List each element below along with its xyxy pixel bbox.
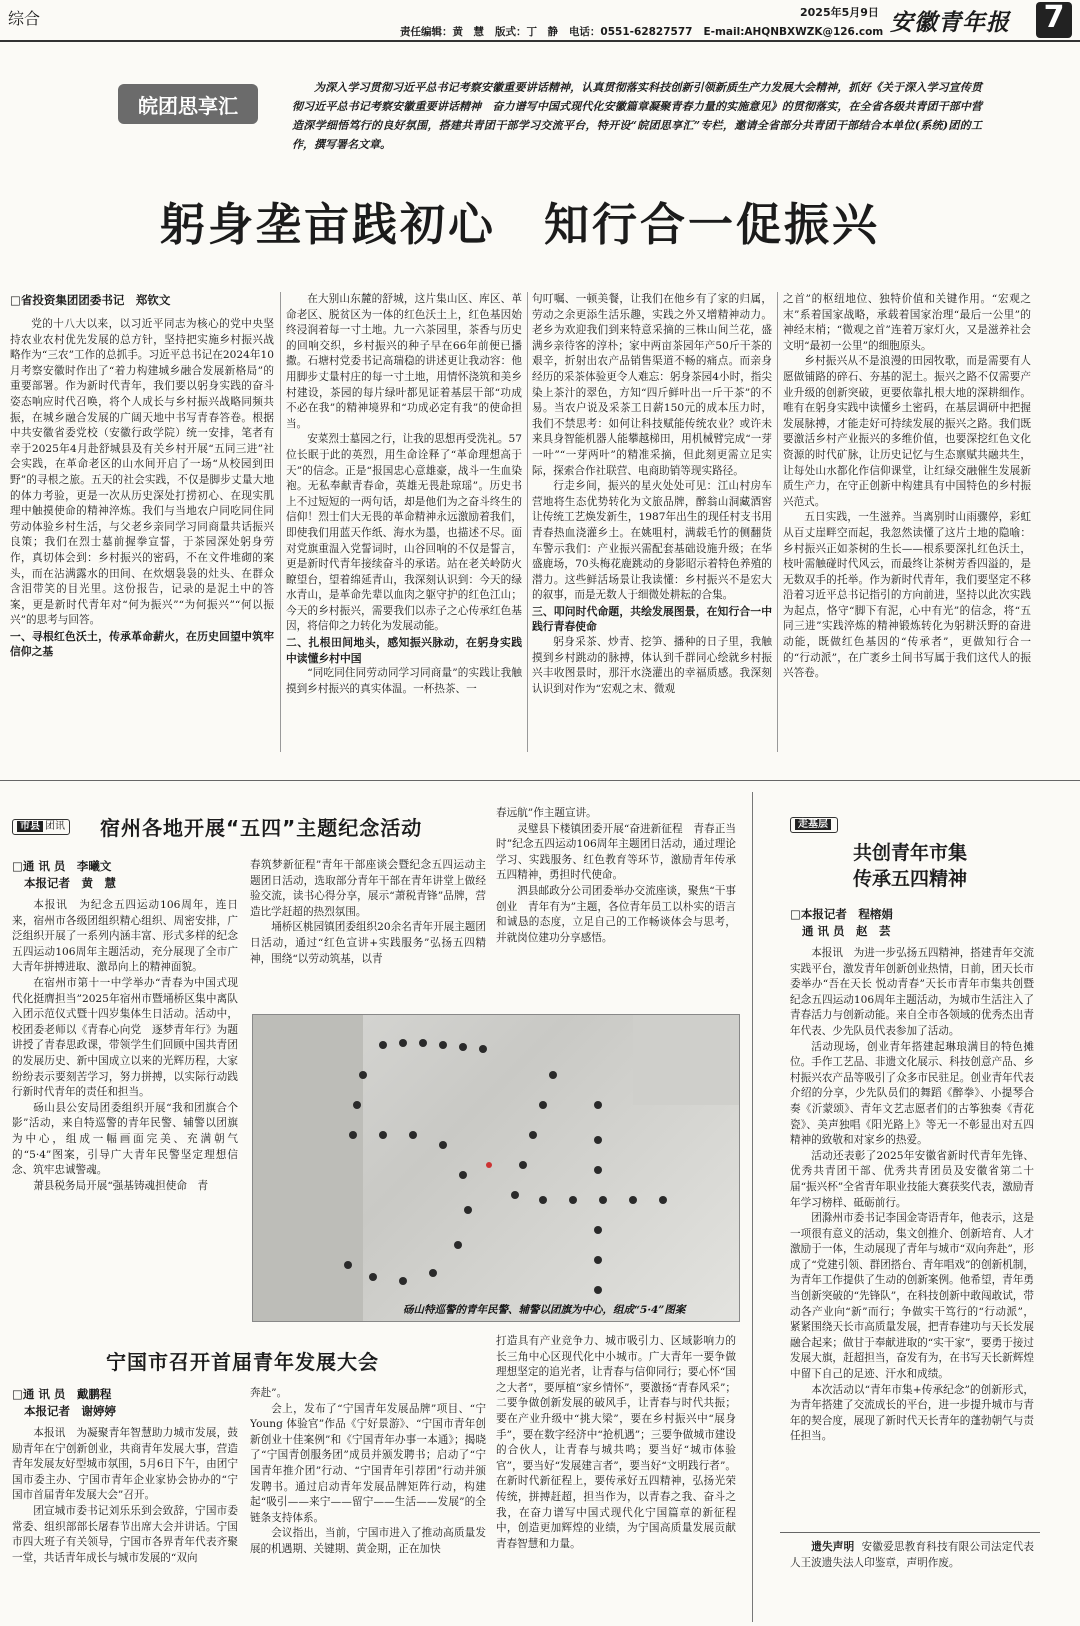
main-para: 五日实践，一生滋养。当离别时山雨骤停，彩虹从百丈崖畔空而起，我忽然读懂了这片土地的隐喻：乡村振兴正如茶树的生长——根系要深扎红色沃土，枝叶需触碰时代风云，而最终让茶树芳香四溢的，是无数双手的托举。作为新时代青年，我们要坚定不移沿着习近平总书记指引的方向前进，坚持以此次实践为起点，恪守“脚下有泥，心中有光”的信念，将“五同三进”实践淬炼的精神锻炼转化为躬耕沃野的奋进动能，既做红色基因的“传承者”，更做知行合一的“行动派”，在广袤乡土间书写属于我们这代人的振兴答卷。: [783, 511, 1031, 680]
column-divider: [280, 292, 281, 752]
editor-credit: 责任编辑：黄 慧: [400, 26, 484, 38]
suzhou-para: 本报讯 为纪念五四运动106周年，连日来，宿州市各级团组织精心组织、周密安排，广泛组织开展了一系列内涵丰富、形式多样的纪念五四运动106周年主题活动，充分展现了全市广大青年拼搏进取、激昂向上的精神面貌。: [12, 899, 238, 974]
column-badge-text: 皖团思享汇: [138, 94, 238, 118]
suzhou-para: 在宿州市第十一中学举办“青春为中国式现代化挺膺担当”2025年宿州市暨埇桥区集中离队入团示范仪式暨十四岁集体生日活动。活动中，校团委老师以《青春心向党 逐梦青年行》为题讲授了青春思政课，带领学生们回顾中国共青团的发展历史、新中国成立以来的光辉历程，大家纷纷表示要刻苦学习，努力拼搏，以实际行动践行新时代青年的责任和担当。: [12, 976, 238, 1099]
suzhou-title: 宿州各地开展“五四”主题纪念活动: [100, 816, 423, 840]
ningguo-para: 会上，发布了“宁国青年发展品牌”项目、“宁 Young 体验官”作品《宁好景游》、“宁国市青年创新创业十佳案例”和《宁国青年办事一本通》；揭晓了“宁国青创服务团”成员并颁发聘书；启动了“宁国青年推介团”行动、“宁国青年引荐团”行动并颁发聘书。通过启动青年发展品牌矩阵行动，构建起“吸引——来宁——留宁——生活——发展”的全链条支持体系。: [250, 1402, 486, 1524]
sidebar-para: 本次活动以“青年市集+传承纪念”的创新形式，为青年搭建了交流成长的平台，进一步提升城市与青年的契合度，展现了新时代天长青年的蓬勃朝气与责任担当。: [790, 1383, 1034, 1443]
column-divider: [777, 292, 778, 752]
sidebar-divider: [752, 792, 753, 1622]
suzhou-para: 埇桥区桃园镇团委组织20余名青年开展主题团日活动，通过“红色宣讲+实践服务”弘扬五四精神，围绕“以劳动筑基，以青: [250, 921, 486, 965]
page-number: 7: [1043, 0, 1065, 35]
main-para: 乡村振兴从不是浪漫的田园牧歌，而是需要有人愿做铺路的碎石、夯基的泥土。振兴之路不仅需要产业升级的创新突破，更要依靠扎根大地的深耕细作。唯有在躬身实践中读懂乡土密码，在基层调研中把握发展脉搏，才能走好可持续发展的振兴之路。我们既要激活乡村产业振兴的多维价值，也要深挖红色文化资源的时代矿脉，让历史记忆与生态禀赋共融共生，让每处山水都化作信仰课堂，让红绿交融催生发展新质生产力，在守正创新中构建具有中国特色的乡村振兴范式。: [783, 355, 1031, 508]
sidebar-para: 活动还表彰了2025年安徽省新时代青年先锋、优秀共青团干部、优秀共青团员及安徽省第二十届“振兴杯”全省青年职业技能大赛获奖代表，激励青年学习榜样、砥砺前行。: [790, 1149, 1034, 1209]
sidebar-title-2: 传承五四精神: [852, 868, 967, 890]
main-subhead-1: 一、寻根红色沃土，传承革命薪火，在历史回望中筑牢信仰之基: [10, 629, 274, 659]
photo-caption: 砀山特巡警的青年民警、辅警以团旗为中心，组成“5·4”图案: [403, 1304, 686, 1316]
main-byline: □省投资集团团委书记 郑钦文: [10, 293, 171, 307]
lost-notice-text: 安徽爱思教育科技有限公司法定代表人王波遗失法人印鉴章，声明作废。: [790, 1541, 1034, 1569]
main-para: 行走乡间，振兴的星火处处可见：江山村房车营地将生态优势转化为文旅品牌，醉翁山洞藏酒窖让传统工艺焕发新生，1987年出生的现任村支书用青春热血浇灌乡土。在姚咀村，满载毛竹的侧翻货车警示我们：产业振兴需配套基础设施升级；在华盛鹿场，70头梅花鹿跳动的身影昭示着特色养殖的潜力。这些鲜活场景让我读懂：乡村振兴不是宏大的叙事，而是无数人于细微处耕耘的合集。: [532, 480, 772, 602]
sidebar-byline-1: □本报记者 程榕娟: [790, 907, 893, 921]
sidebar-col: [790, 906, 1034, 1516]
ningguo-para: 本报讯 为凝聚青年智慧助力城市发展，鼓励青年在宁创新创业，共商青年发展大事，营造青年发展友好型城市氛围，5月6日下午，由团宁国市委主办、宁国市青年企业家协会协办的“宁国市首届青年发展大会”召开。: [12, 1427, 238, 1502]
news-photo: [252, 1014, 740, 1322]
suzhou-byline-1: □通 讯 员 李曦文: [12, 859, 112, 873]
sidebar-para: 活动现场，创业青年搭建起琳琅满目的特色摊位。手作工艺品、非遗文化展示、科技创意产品、乡村振兴农产品等吸引了众多市民驻足。创业青年代表介绍的分享，少先队员们的舞蹈《醉拳》、小提琴合奏《沂蒙颂》、青年文艺志愿者们的古筝独奏《青花瓷》、美声独唱《阳光路上》等无一不彰显出对五四精神的致敬和对家乡的热爱。: [790, 1040, 1034, 1147]
lost-notice-label: 遗失声明: [811, 1541, 855, 1553]
ningguo-title: 宁国市召开首届青年发展大会: [106, 1350, 379, 1374]
suzhou-tag-text: 团讯: [45, 821, 65, 832]
main-para: “同吃同住同劳动同学习同商量”的实践让我触摸到乡村振兴的真实体温。一杯热茶、一: [286, 667, 522, 695]
email-credit: E-mail:AHQNBXWZK@126.com: [703, 26, 884, 38]
suzhou-col-3: [496, 806, 736, 1008]
main-para: 党的十八大以来，以习近平同志为核心的党中央坚持农业农村优先发展的总方针，坚持把实施乡村振兴战略作为“三农”工作的总抓手。习近平总书记在2024年10月考察安徽时作出了“着力构建城乡融合发展新格局”的重要部署。作为新时代青年，我们要以躬身实践的奋斗姿态响应时代召唤，将个人成长与乡村振兴战略同频共振，在城乡融合发展的广阔天地中书写青春答卷。根据中共安徽省委党校（安徽行政学院）统一安排，笔者有幸于2025年4月赴舒城县及有关乡村开展“五同三进”社会实践，在革命老区的山水间开启了一场“从校园到田野”的寻根之旅。五天的社会实践，不仅是脚步丈量大地的体力考验，更是一次从历史深处打捞初心、在现实肌理中触摸使命的精神淬炼。我们与当地农户同吃同住同劳动体验乡村生活，与父老乡亲同学习同商量共话振兴良策；我们在烈士墓前握拳宣誓，于茶园深处躬身劳作，真切体会到：乡村振兴的密码，不在文件堆砌的案头，而在沾满露水的田间、在炊烟袅袅的灶头、在群众含泪带笑的目光里。这份报告，记录的是泥土中的答案，更是新时代青年对“何为振兴”“为何振兴”“何以振兴”的思考与回答。: [10, 318, 274, 627]
ningguo-col-2: [250, 1386, 486, 1622]
sidebar-para: 团滁州市委书记李国金寄语青年，他表示，这是一项很有意义的活动，集文创推介、创新培育、人才激励于一体，生动展现了青年与城市“双向奔赴”，形成了“党建引领、群团搭台、青年唱戏”的创新机制，为青年工作提供了生动的创新案例。他希望，青年勇当创新突破的“先锋队”，在科技创新中敢闯敢试，带动各产业向“新”而行；争做实干笃行的“行动派”，紧紧围绕天长市高质量发展，把青春建功与天长发展融合起来；做甘于奉献进取的“实干家”，要勇于接过发展大旗，赶超担当，奋发有为，在书写天长新辉煌中留下自己的足迹、汗水和成绩。: [790, 1212, 1034, 1381]
ningguo-byline-2: 本报记者 谢婷婷: [24, 1404, 116, 1418]
main-col-4: [783, 292, 1031, 762]
main-para: 安菜烈士墓园之行，让我的思想再受洗礼。57位长眠于此的英烈，用生命诠释了“革命理想高于天”的信念。正是“报国忠心意雄豪，战斗一生血染袍。无私奉献青春命，英雄无畏赴琼瑶”。历史书上不过短短的一两句话，却是他们为之奋斗终生的信仰！烈士们大无畏的革命精神永远激励着我们，即使我们用蓝天作纸、海水为墨，也描述不尽。面对党旗重温入党誓词时，山谷回响的不仅是誓言，更是新时代青年接续奋斗的承诺。站在老关岭防火瞭望台，望着绵延青山，我深刻认识到：今天的绿水青山，是革命先辈以血肉之躯守护的红色江山；今天的乡村振兴，需要我们以赤子之心传承红色基因，将信仰之力转化为发展动能。: [286, 433, 522, 633]
ningguo-para: 打造具有产业竞争力、城市吸引力、区域影响力的长三角中心区现代化中小城市。广大青年一要争做理想坚定的追光者，让青春与信仰同行；要心怀“国之大者”，要厚植“家乡情怀”，要激扬“青春风采”；二要争做创新发展的破风手，让青春与时代共振；要在产业升级中“挑大梁”，要在乡村振兴中“展身手”，要在数字经济中“抢机遇”；三要争做城市建设的合伙人，让青春与城共鸣；要当好“城市体验官”，要当好“发展建言者”，要当好“文明践行者”。在新时代新征程上，要传承好五四精神，弘扬光荣传统，拼搏赶超，担当作为，以青春之我、奋斗之我，在奋力谱写中国式现代化宁国篇章的新征程中，创造更加辉煌的业绩，为宁国高质量发展贡献青春智慧和力量。: [496, 1335, 736, 1550]
sidebar-para: 本报讯 为进一步弘扬五四精神，搭建青年交流实践平台，激发青年创新创业热情，日前，团天长市委举办“吾在天长 悦动青春”天长市青年市集共创暨纪念五四运动106周年主题活动，为城市生活注入了青春活力与创新动能。来自全市各领域的优秀杰出青年代表、少先队员代表参加了活动。: [790, 947, 1034, 1037]
lost-notice: [790, 1540, 1034, 1620]
header-credits: [400, 24, 883, 39]
main-para: 句叮嘱、一顿美餐，让我们在他乡有了家的归属，劳动之余更添生活乐趣，实践之外又增精神动力。老乡为欢迎我们到来特意采摘的三株山间兰花，盛满乡亲待客的淳朴；家中两亩茶园年产50斤干茶的艰辛，折射出农产品销售渠道不畅的痛点。而亲身经历的采茶体验更令人难忘：躬身茶园4小时，指尖染上茶汁的翠色，方知“四斤鲜叶出一斤干茶”的不易。当农户说及采茶工日薪150元的成本压力时，我们不禁思考：如何让科技赋能传统农业？或许未来具身智能机器人能攀越梯田，用机械臂完成“一芽一叶”“一芽两叶”的精准采摘，但此刻更需立足实际，探索合作社联营、电商助销等现实路径。: [532, 293, 772, 477]
paper-name-logo: 安徽青年报: [890, 9, 1010, 36]
sidebar-tag-box: [790, 817, 838, 833]
ningguo-byline-1: □通 讯 员 戴鹏程: [12, 1387, 112, 1401]
section-rule: [0, 780, 1080, 781]
suzhou-tag: [12, 814, 70, 835]
main-para: 之首”的枢纽地位、独特价值和关键作用。“宏观之末”系着国家战略，承载着国家治理“最后一公里”的神经末梢；“微观之首”连着万家灯火，又是滋养社会文明“最初一公里”的细胞原头。: [783, 293, 1031, 352]
ningguo-para: 会议指出，当前，宁国市进入了推动高质量发展的机遇期、关键期、黄金期，正在加快: [250, 1527, 486, 1555]
suzhou-para: 泗县邮政分公司团委举办交流座谈，聚焦“干事创业 青年有为”主题，各位青年员工以朴实的语言和诚恳的态度，立足自己的工作畅谈体会与思考，并就岗位建功分享感悟。: [496, 884, 736, 944]
column-intro: 为深入学习贯彻习近平总书记考察安徽重要讲话精神，认真贯彻落实科技创新引领新质生产力发展大会精神，抓好《关于深入学习宣传贯彻习近平总书记考察安徽重要讲话精神 奋力谱写中国式现代化安徽篇章凝聚青春力量的实施意见》的贯彻落实，在全省各级共青团干部中营造深学细悟笃行的良好氛围，搭建共青团干部学习交流平台，特开设“皖团思享汇”专栏，邀请全省部分共青团干部结合本单位(系统)团的工作，撰写署名文章。: [292, 81, 982, 151]
suzhou-para: 灵璧县下楼镇团委开展“奋进新征程 青春正当时”纪念五四运动106周年主题团日活动，通过理论学习、实践服务、红色教育等环节，激励青年传承五四精神，勇担时代使命。: [496, 822, 736, 882]
main-subhead-3: 三、叩问时代命题，共绘发展图景，在知行合一中践行青春使命: [532, 604, 772, 634]
main-col-3: [532, 292, 772, 762]
suzhou-para: 砀山县公安局团委组织开展“我和团旗合个影”活动，来自特巡警的青年民警、辅警以团旗为中心，组成一幅画面完美、充满朝气的“5·4”图案，引导广大青年民警坚定理想信念、筑牢忠诚警魂。: [12, 1101, 238, 1177]
phone-credit: 电话：0551-62827577: [568, 26, 693, 38]
main-para: 在大别山东麓的舒城，这片集山区、库区、革命老区、脱贫区为一体的红色沃土上，红色基因始终浸润着每一寸土地。九一六茶园里，茶香与历史的回响交织，乡村振兴的种子早在66年前便已播撒。石塘村党委书记高瑞稳的讲述更让我动容：他用脚步丈量村庄的每一寸土地，用情怀浇筑和美乡村建设，茶园的每片绿叶都见证着基层干部“功成不必在我”的精神境界和“功成必定有我”的使命担当。: [286, 293, 522, 430]
issue-date: 2025年5月9日: [800, 6, 879, 19]
photo-building: [633, 1015, 739, 1105]
sidebar-title-1: 共创青年市集: [852, 842, 967, 864]
photo-trees: [253, 1015, 363, 1321]
sidebar-tag-text: 走基层: [795, 819, 831, 830]
main-headline: 躬身垄亩践初心 知行合一促振兴: [159, 198, 880, 251]
sidebar-byline-2: 通 讯 员 赵 芸: [802, 924, 891, 938]
main-subhead-2: 二、扎根田间地头，感知振兴脉动，在躬身实践中读懂乡村中国: [286, 636, 522, 665]
suzhou-tag-prefix: 市县: [17, 821, 43, 832]
main-col-1: [10, 292, 274, 762]
suzhou-para: 春筑梦新征程”青年干部座谈会暨纪念五四运动主题团日活动，选取部分青年干部在青年讲堂上做经验交流，读书心得分享，展示“萧税青锋”品牌，营造比学赶超的热烈氛围。: [250, 859, 486, 918]
main-para: 躬身采茶、炒青、挖笋、播种的日子里，我触摸到乡村跳动的脉搏，体认到千群同心绘就乡村振兴丰收图景时，那汗水浇灌出的幸福质感。我深刻认识到对作为“宏观之末、微观: [532, 636, 772, 695]
people-formation: [344, 1039, 667, 1294]
ningguo-col-1: [12, 1386, 238, 1622]
suzhou-col-2: [250, 858, 486, 1008]
sidebar-tag: [790, 812, 838, 833]
main-col-2: [286, 292, 522, 762]
ningguo-col-3: [496, 1334, 736, 1622]
photo-scene: [253, 1015, 739, 1321]
suzhou-col-1: [12, 858, 238, 1320]
layout-credit: 版式：丁 静: [494, 26, 558, 38]
column-divider: [527, 292, 528, 752]
suzhou-byline-2: 本报记者 黄 慧: [24, 876, 116, 890]
suzhou-para: 萧县税务局开展“强基铸魂担使命 青: [33, 1179, 209, 1192]
ningguo-para: 奔赴”。: [250, 1387, 288, 1399]
header-rule: [0, 40, 1080, 42]
section-label: 综合: [8, 9, 41, 28]
ningguo-para: 团宣城市委书记刘乐乐到会致辞，宁国市委常委、组织部部长屠春节出席大会并讲话。宁国市四大班子有关领导，宁国市各界青年代表齐聚一堂，共话青年成长与城市发展的“双向: [12, 1504, 238, 1564]
notice-rule: [780, 1532, 1040, 1533]
suzhou-para: 春远航”作主题宣讲。: [496, 807, 597, 819]
